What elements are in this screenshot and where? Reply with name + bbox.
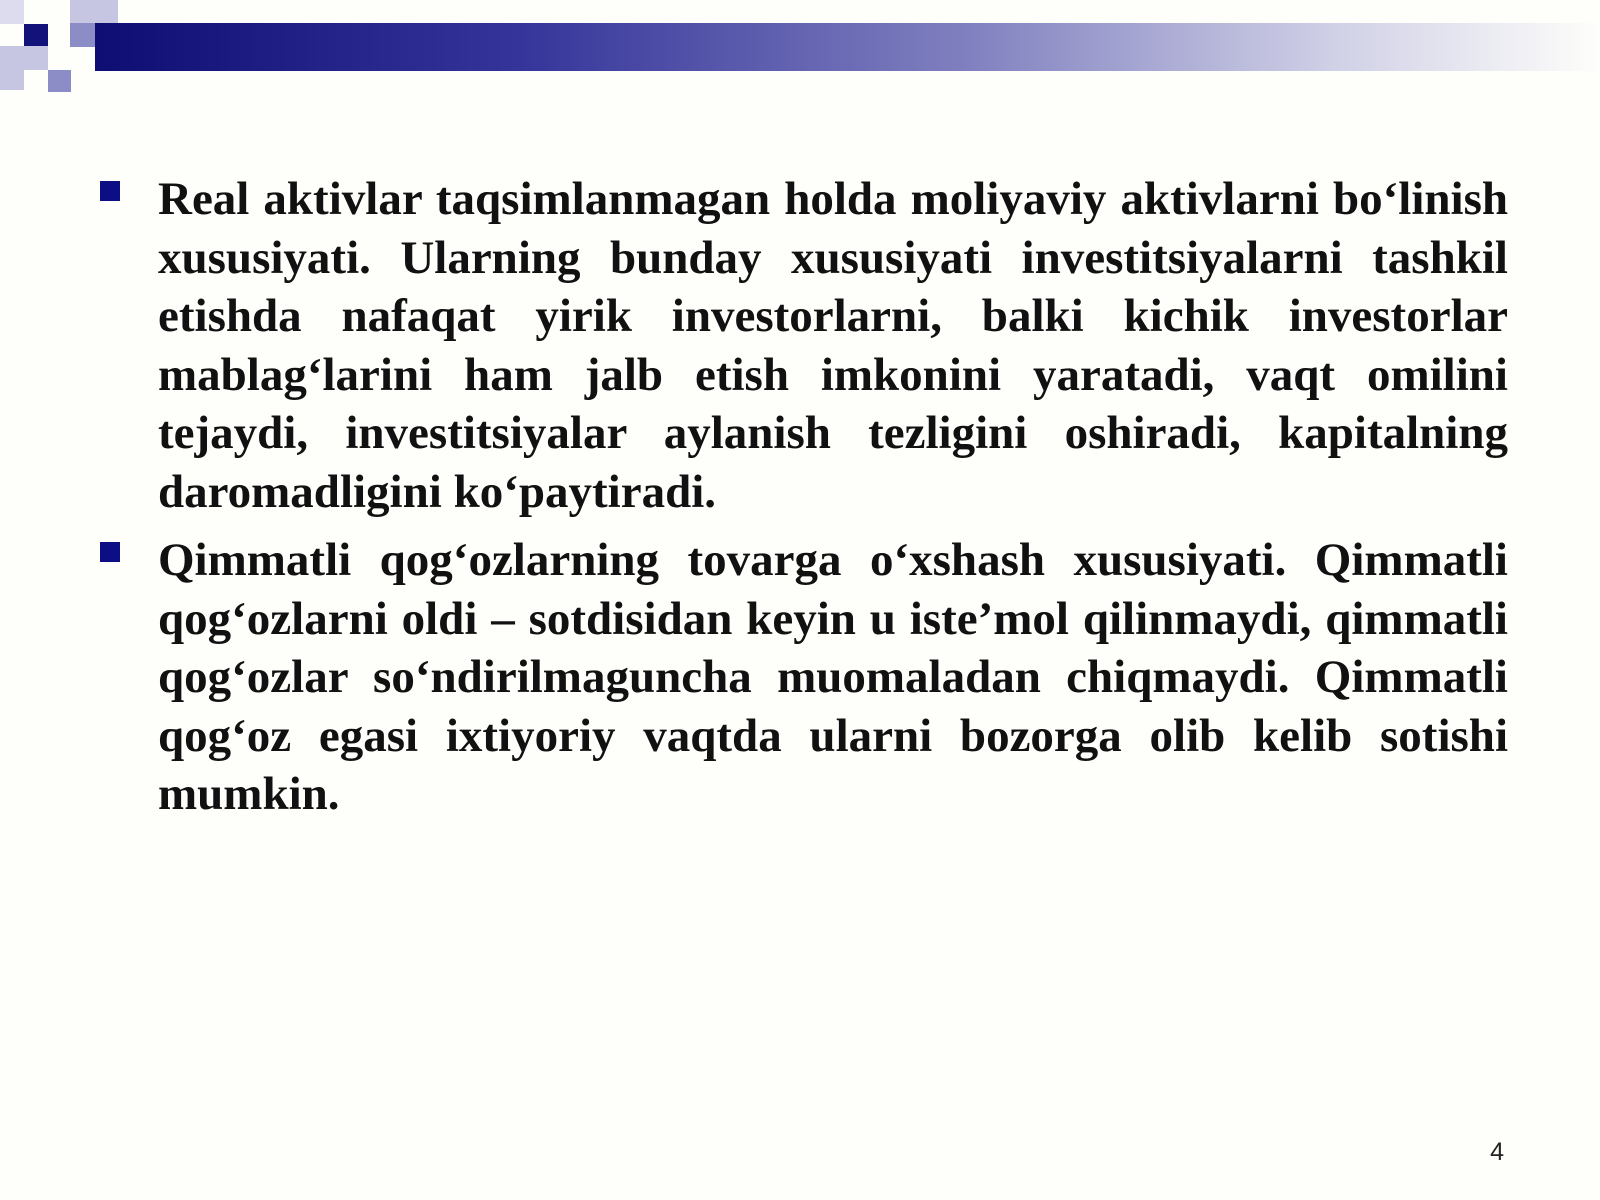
square-bullet-icon [100,542,120,562]
header-gradient-bar [95,23,1600,71]
corner-decoration-square [70,23,95,47]
corner-decoration-square [48,70,71,92]
bullet-text: Real aktivlar taqsimlanmagan holda moliyaviy aktivlarni bo‘linish xususiyati. Ularning bunday xususiyati investitsiyalarni tashkil etishda nafaqat yirik investorlarni, balki kichik investorlar mablag‘larini ham jalb etish imkonini yaratadi, vaqt omilini tejaydi, investitsiyalar aylanish tezligini oshiradi, kapitalning daromadligini ko‘paytiradi. [158,173,1508,518]
corner-decoration-square [0,46,24,90]
page-number: 4 [1490,1138,1504,1166]
bullet-item [100,531,1508,824]
bullet-item [100,170,1508,521]
bullet-text: Qimmatli qog‘ozlarning tovarga o‘xshash xususiyati. Qimmatli qog‘ozlarni oldi – sotdisidan keyin u iste’mol qilinmaydi, qimmatli qog‘ozlar so‘ndirilmaguncha muomaladan chiqmaydi. Qimmatli qog‘oz egasi ixtiyoriy vaqtda ularni bozorga olib kelib sotishi mumkin. [158,534,1508,820]
corner-decoration-square [70,0,118,23]
corner-decoration-square [24,24,48,46]
slide-bullet-list [100,170,1508,834]
corner-decoration-square [0,0,24,24]
corner-decoration-square [24,46,48,70]
square-bullet-icon [100,181,120,201]
